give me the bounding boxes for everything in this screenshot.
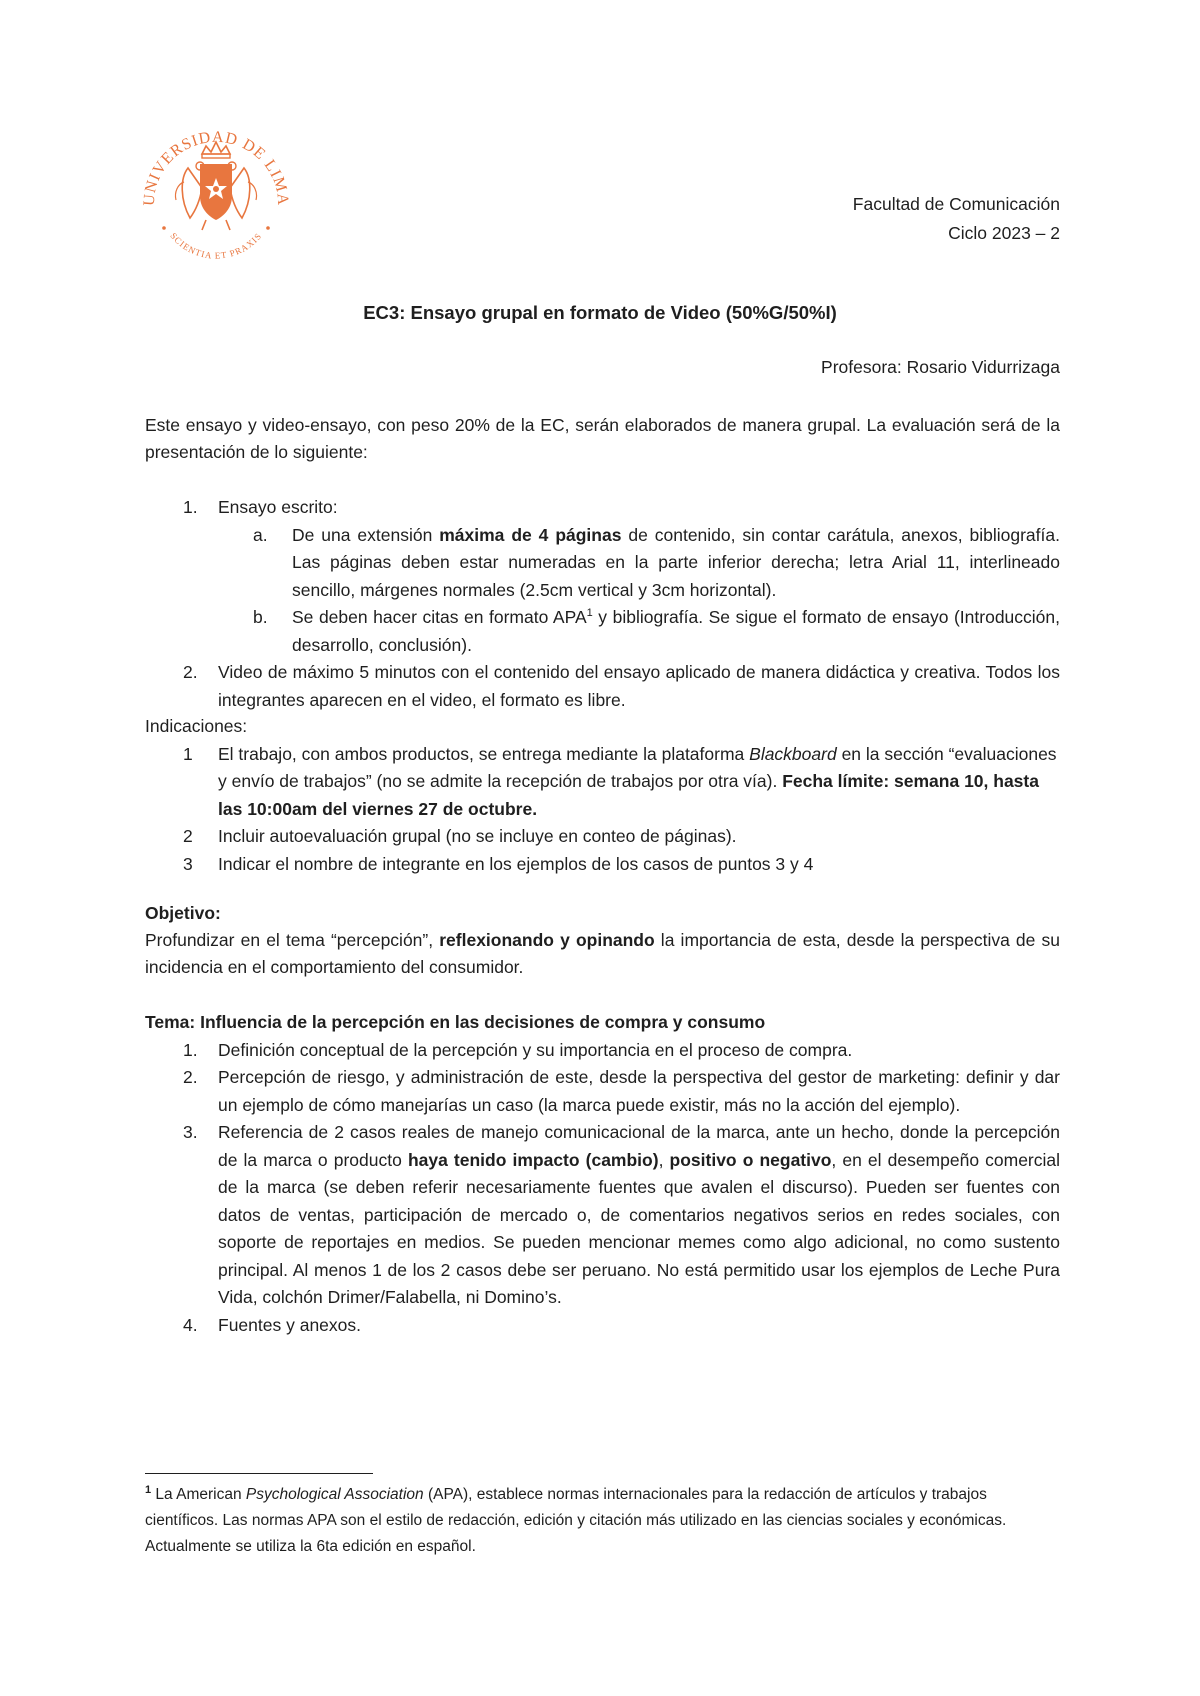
list-item — [145, 1312, 1060, 1340]
header-faculty-block — [853, 190, 1060, 248]
document-title: EC3: Ensayo grupal en formato de Video (50%G/50%I) — [363, 302, 837, 323]
list-item-text: Indicar el nombre de integrante en los ejemplos de los casos de puntos 3 y 4 — [218, 853, 814, 874]
sub-list-letter: a. — [253, 524, 268, 545]
faculty-name: Facultad de Comunicación — [852, 194, 1060, 214]
text-span: Referencia de 2 casos reales de manejo comunicacional de la marca, ante un hecho, donde la percepción de la marca o producto — [218, 1122, 1060, 1170]
intro-paragraph: Este ensayo y video-ensayo, con peso 20% de la EC, serán elaborados de manera grupal. La evaluación será de la presentación de lo siguiente: — [145, 415, 1060, 462]
text-span: en la sección “evaluaciones y envío de trabajos” (no se admite la recepción de trabajos por otra vía). — [218, 743, 1057, 791]
bold-text: máxima de 4 páginas — [439, 524, 622, 545]
text-span: Profundizar en el tema “percepción”, — [145, 930, 440, 950]
professor-name: Profesora: Rosario Vidurrizaga — [821, 357, 1060, 377]
footnote-ref: 1 — [586, 607, 593, 620]
text-span: , en el desempeño comercial de la marca (se deben referir necesariamente fuentes que avalen el discurso). Pueden ser fuentes con datos de ventas, participación de mercado o, de comentarios negativos serios en redes sociales, con soporte de reportajes en medios. Se pueden mencionar memes como algo adicional, no como sustento principal. Al menos 1 de los 2 casos debe ser peruano. No está permitido usar los ejemplos de Leche Pura Vida, colchón Drimer/Falabella, ni Domino’s. — [218, 1149, 1061, 1307]
list-number: 3 — [183, 853, 193, 874]
text-span: (APA), establece normas internacionales para la redacción de artículos y trabajos científicos. Las normas APA son el estilo de redacción, edición y citación más utilizado en las ciencias sociales y económicas. Actualmente se utiliza la 6ta edición en español. — [145, 1486, 1007, 1555]
sub-list-item — [145, 604, 1060, 659]
text-span: de contenido, sin contar carátula, anexos, bibliografía. Las páginas deben estar numeradas en la parte inferior derecha; letra Arial 11, interlineado sencillo, márgenes normales (2.5cm vertical y 3cm horizontal). — [292, 524, 1060, 600]
list-number: 1. — [183, 497, 198, 517]
list-item-text: Incluir autoevaluación grupal (no se incluye en conteo de páginas). — [218, 826, 737, 846]
svg-text:SCIENTIA ET PRAXIS: SCIENTIA ET PRAXIS — [168, 230, 264, 261]
text-span: De una extensión — [292, 524, 440, 545]
text-span: , — [658, 1149, 670, 1170]
text-span: Se deben hacer citas en formato APA — [292, 607, 587, 627]
list-item — [145, 823, 1060, 851]
list-number: 3. — [183, 1122, 198, 1142]
list-number: 4. — [183, 1314, 198, 1335]
bold-text: reflexionando y opinando — [439, 930, 655, 950]
deadline-text: Fecha límite: semana 10, hasta las 10:00am del viernes 27 de octubre. — [218, 771, 1039, 819]
cycle-label: Ciclo 2023 – 2 — [948, 223, 1060, 243]
objetivo-paragraph — [145, 927, 1060, 981]
list-item — [145, 659, 1060, 714]
footnote — [145, 1482, 1060, 1560]
indicaciones-section — [145, 713, 1060, 878]
footnote-divider — [145, 1473, 373, 1474]
text-span: La American — [151, 1486, 246, 1503]
list-number: 2. — [183, 1067, 198, 1087]
list-item-text: Definición conceptual de la percepción y su importancia en el proceso de compra. — [218, 1039, 853, 1060]
list-item — [145, 494, 1060, 522]
svg-text:UNIVERSIDAD DE LIMA: UNIVERSIDAD DE LIMA — [140, 128, 292, 207]
list-item-text: Ensayo escrito: — [218, 497, 338, 517]
list-item-text: Video de máximo 5 minutos con el contenido del ensayo aplicado de manera didáctica y creativa. Todos los integrantes aparecen en el video, el formato es libre. — [218, 662, 1060, 710]
text-span: El trabajo, con ambos productos, se entrega mediante la plataforma — [218, 743, 750, 764]
list-item-text: Fuentes y anexos. — [218, 1314, 361, 1335]
list-item — [145, 1119, 1060, 1312]
list-number: 2 — [183, 826, 193, 846]
list-item — [145, 851, 1060, 879]
university-seal-icon — [140, 108, 292, 280]
list-item — [145, 1064, 1060, 1119]
bold-text: positivo o negativo — [669, 1149, 832, 1170]
list-item — [145, 741, 1060, 824]
bold-text: haya tenido impacto (cambio) — [407, 1149, 659, 1170]
footnote-number: 1 — [145, 1483, 152, 1496]
text-span: la importancia de esta, desde la perspectiva de su incidencia en el comportamiento del consumidor. — [145, 930, 1061, 977]
indicaciones-heading: Indicaciones: — [145, 716, 248, 736]
list-number: 1. — [183, 1039, 198, 1060]
sub-list-letter: b. — [253, 607, 268, 627]
list-item — [145, 1037, 1060, 1065]
italic-text: Psychological Association — [245, 1486, 424, 1503]
objetivo-section — [145, 900, 1060, 981]
list-item-text: Percepción de riesgo, y administración de este, desde la perspectiva del gestor de marketing: definir y dar un ejemplo de cómo manejarías un caso (la marca puede existir, más no la acción del ejemplo). — [218, 1067, 1060, 1115]
objetivo-heading: Objetivo: — [145, 903, 221, 923]
university-logo — [140, 108, 292, 280]
italic-text: Blackboard — [749, 743, 837, 764]
deliverables-list — [145, 494, 1060, 714]
tema-section — [145, 1009, 1060, 1339]
list-number: 1 — [183, 743, 193, 764]
sub-list-item — [145, 522, 1060, 605]
list-number: 2. — [183, 662, 198, 682]
tema-heading: Tema: Influencia de la percepción en las decisiones de compra y consumo — [145, 1012, 766, 1032]
text-span: y bibliografía. Se sigue el formato de ensayo (Introducción, desarrollo, conclusión). — [292, 607, 1060, 655]
